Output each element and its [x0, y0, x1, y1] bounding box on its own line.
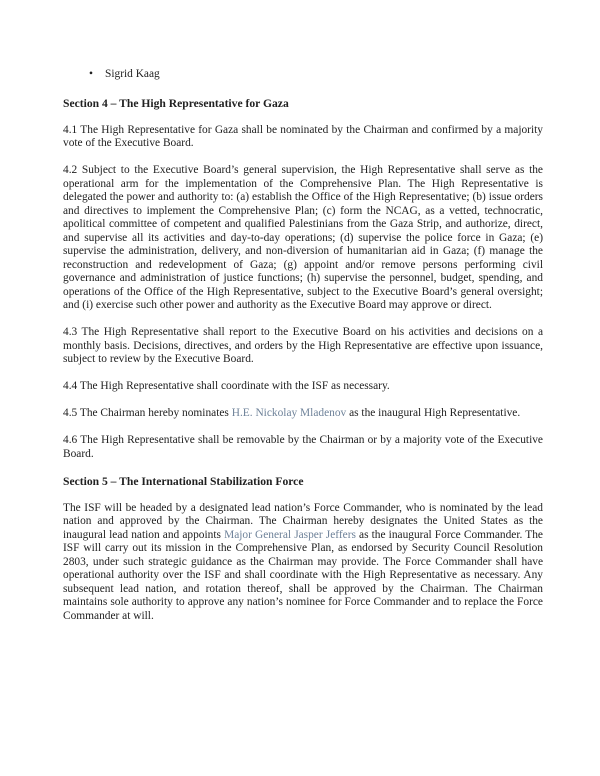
link-jasper-jeffers[interactable]: Major General Jasper Jeffers: [224, 528, 356, 541]
paragraph-4-1: 4.1 The High Representative for Gaza shall be nominated by the Chairman and confirmed by a majority vote of the Executive Board.: [63, 123, 543, 149]
paragraph-4-5: [63, 407, 543, 421]
section5-heading: Section 5 – The International Stabilization Force: [63, 474, 304, 488]
link-nickolay-mladenov[interactable]: H.E. Nickolay Mladenov: [231, 407, 347, 419]
paragraph-4-5-text-before: 4.5 The Chairman hereby nominates: [63, 407, 232, 419]
bullet-list-item: [63, 68, 543, 82]
section4-heading: Section 4 – The High Representative for Gaza: [63, 96, 289, 110]
bullet-list-item-label: Sigrid Kaag: [105, 68, 160, 80]
paragraph-isf: [63, 502, 543, 624]
paragraph-isf-text-before: The ISF will be headed by a designated lead nation’s Force Commander, who is nominated by the lead nation and approved by the Chairman. The Chairman hereby designates the United States as the inaugural lead nation and appoints: [63, 501, 543, 541]
paragraph-4-4: 4.4 The High Representative shall coordinate with the ISF as necessary.: [63, 380, 390, 392]
paragraph-4-3: 4.3 The High Representative shall report to the Executive Board on his activities and decisions on a monthly basis. Decisions, directives, and orders by the High Representative are effective upon issuance, subject to review by the Executive Board.: [63, 326, 543, 365]
paragraph-4-6: 4.6 The High Representative shall be removable by the Chairman or by a majority vote of the Executive Board.: [63, 434, 543, 460]
bullet-icon: •: [89, 68, 93, 80]
paragraph-isf-text-after: as the inaugural Force Commander. The ISF will carry out its mission in the Comprehensive Plan, as endorsed by Security Council Resolution 2803, under such strategic guidance as the Chairman may provide. The Force Commander shall have operational authority over the ISF and shall coordinate with the High Representative as necessary. Any subsequent lead nation, and rotation thereof, shall be approved by the Chairman. The Chairman maintains sole authority to approve any nation’s nominee for Force Commander and to replace the Force Commander at will.: [63, 528, 543, 622]
paragraph-4-5-text-after: as the inaugural High Representative.: [346, 407, 521, 419]
paragraph-4-2: 4.2 Subject to the Executive Board’s general supervision, the High Representative shall serve as the operational arm for the implementation of the Comprehensive Plan. The High Representative is delegated the power and authority to: (a) establish the Office of the High Representative; (b) issue orders and directives to implement the Comprehensive Plan; (c) form the NCAG, as a vetted, technocratic, apolitical committee of competent and qualified Palestinians from the Gaza Strip, and authorize, direct, and supervise all its activities and day-to-day operations; (d) supervise the police force in Gaza; (e) supervise the administration, delivery, and non-diversion of humanitarian aid in Gaza; (f) manage the reconstruction and redevelopment of Gaza; (g) appoint and/or remove persons performing civil governance and administration of justice functions; (h) supervise the personnel, budget, spending, and operations of the Office of the High Representative, subject to the Executive Board’s general oversight; and (i) exercise such other power and authority as the Executive Board may approve or direct.: [63, 164, 543, 311]
